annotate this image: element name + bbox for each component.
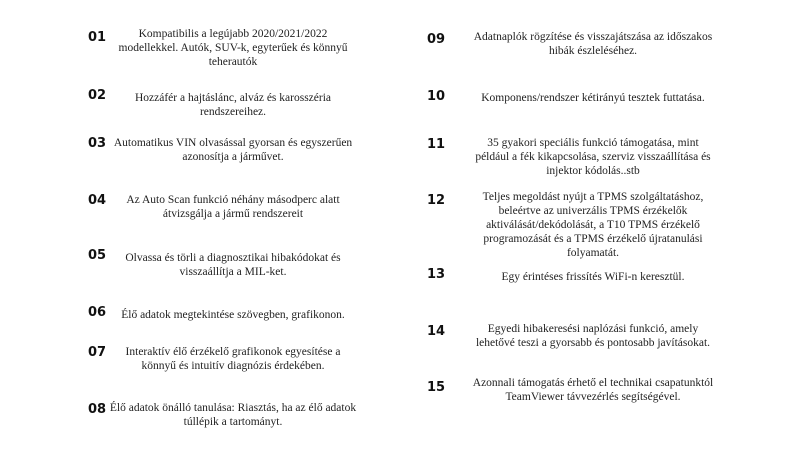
feature-number: 05 [88,248,107,263]
feature-description [108,91,358,119]
feature-description [456,270,730,284]
feature-description [108,136,358,164]
feature-description [456,136,730,178]
feature-number: 08 [88,402,107,417]
feature-description-line: modellekkel. Autók, SUV-k, egyterűek és könnyű [118,42,348,54]
feature-number: 10 [427,89,446,104]
feature-description [456,30,730,58]
feature-description [108,345,358,373]
feature-number: 12 [427,193,446,208]
feature-description [456,190,730,260]
feature-description [108,27,358,69]
feature-description-line: túllépik a tartományt. [183,416,283,428]
feature-description-line: Az Auto Scan funkció néhány másodperc alatt [126,194,340,206]
feature-description-line: Komponens/rendszer kétirányú tesztek futtatása. [481,92,705,104]
feature-description-line: Olvassa és törli a diagnosztikai hibakódokat és [125,252,341,264]
feature-description-line: folyamatát. [566,247,620,259]
feature-number: 02 [88,88,107,103]
feature-description-line: Egyedi hibakeresési naplózási funkció, amely [487,323,699,335]
feature-description-line: beleértve az univerzális TPMS érzékelők [498,205,688,217]
feature-description-line: könnyű és intuitív diagnózis érdekében. [141,360,325,372]
feature-number: 01 [88,30,107,45]
feature-description-line: TeamViewer távvezérlés segítségével. [505,391,681,403]
feature-description [456,322,730,350]
feature-description [456,91,730,105]
feature-description-line: rendszereihez. [199,106,267,118]
feature-description-line: teherautók [208,56,258,68]
feature-number: 14 [427,324,446,339]
feature-number: 06 [88,305,107,320]
feature-description-line: Adatnaplók rögzítése és visszajátszása az időszakos [473,31,713,43]
feature-description-line: Élő adatok megtekintése szövegben, grafikonon. [121,309,345,321]
feature-description-line: Egy érintéses frissítés WiFi-n keresztül. [501,271,685,283]
feature-description-line: Hozzáfér a hajtáslánc, alváz és karosszéria [134,92,332,104]
feature-number: 03 [88,136,107,151]
feature-description-line: Interaktív élő érzékelő grafikonok egyesítése a [125,346,341,358]
feature-description-line: hibák észleléséhez. [548,45,638,57]
feature-description-line: Azonnali támogatás érhető el technikai csapatunktól [472,377,714,389]
feature-description [108,401,358,429]
feature-number: 11 [427,137,446,152]
feature-description-line: injektor kódolás..stb [546,165,640,177]
feature-number: 09 [427,32,446,47]
feature-description-line: Automatikus VIN olvasással gyorsan és egyszerűen [113,137,353,149]
feature-description [108,308,358,322]
feature-description-line: aktiválását/dekódolását, a T10 TPMS érzékelő [486,219,700,231]
feature-description-line: Élő adatok önálló tanulása: Riasztás, ha az élő adatok [109,402,357,414]
feature-number: 13 [427,267,446,282]
feature-description-line: Kompatibilis a legújabb 2020/2021/2022 [138,28,328,40]
feature-description-line: 35 gyakori speciális funkció támogatása, mint [487,137,699,149]
feature-description-line: azonosítja a járművet. [182,151,284,163]
feature-number: 07 [88,345,107,360]
feature-description [108,193,358,221]
feature-description-line: lehetővé teszi a gyorsabb és pontosabb javításokat. [475,337,711,349]
feature-description-line: például a fék kikapcsolása, szerviz visszaállítása és [475,151,711,163]
feature-number: 04 [88,193,107,208]
feature-description-line: programozását és a TPMS érzékelő újratanulási [483,233,703,245]
feature-description-line: Teljes megoldást nyújt a TPMS szolgáltatáshoz, [482,191,704,203]
feature-description [108,251,358,279]
feature-number: 15 [427,380,446,395]
feature-description-line: átvizsgálja a jármű rendszereit [162,208,304,220]
feature-description [456,376,730,404]
feature-description-line: visszaállítja a MIL-ket. [179,266,287,278]
